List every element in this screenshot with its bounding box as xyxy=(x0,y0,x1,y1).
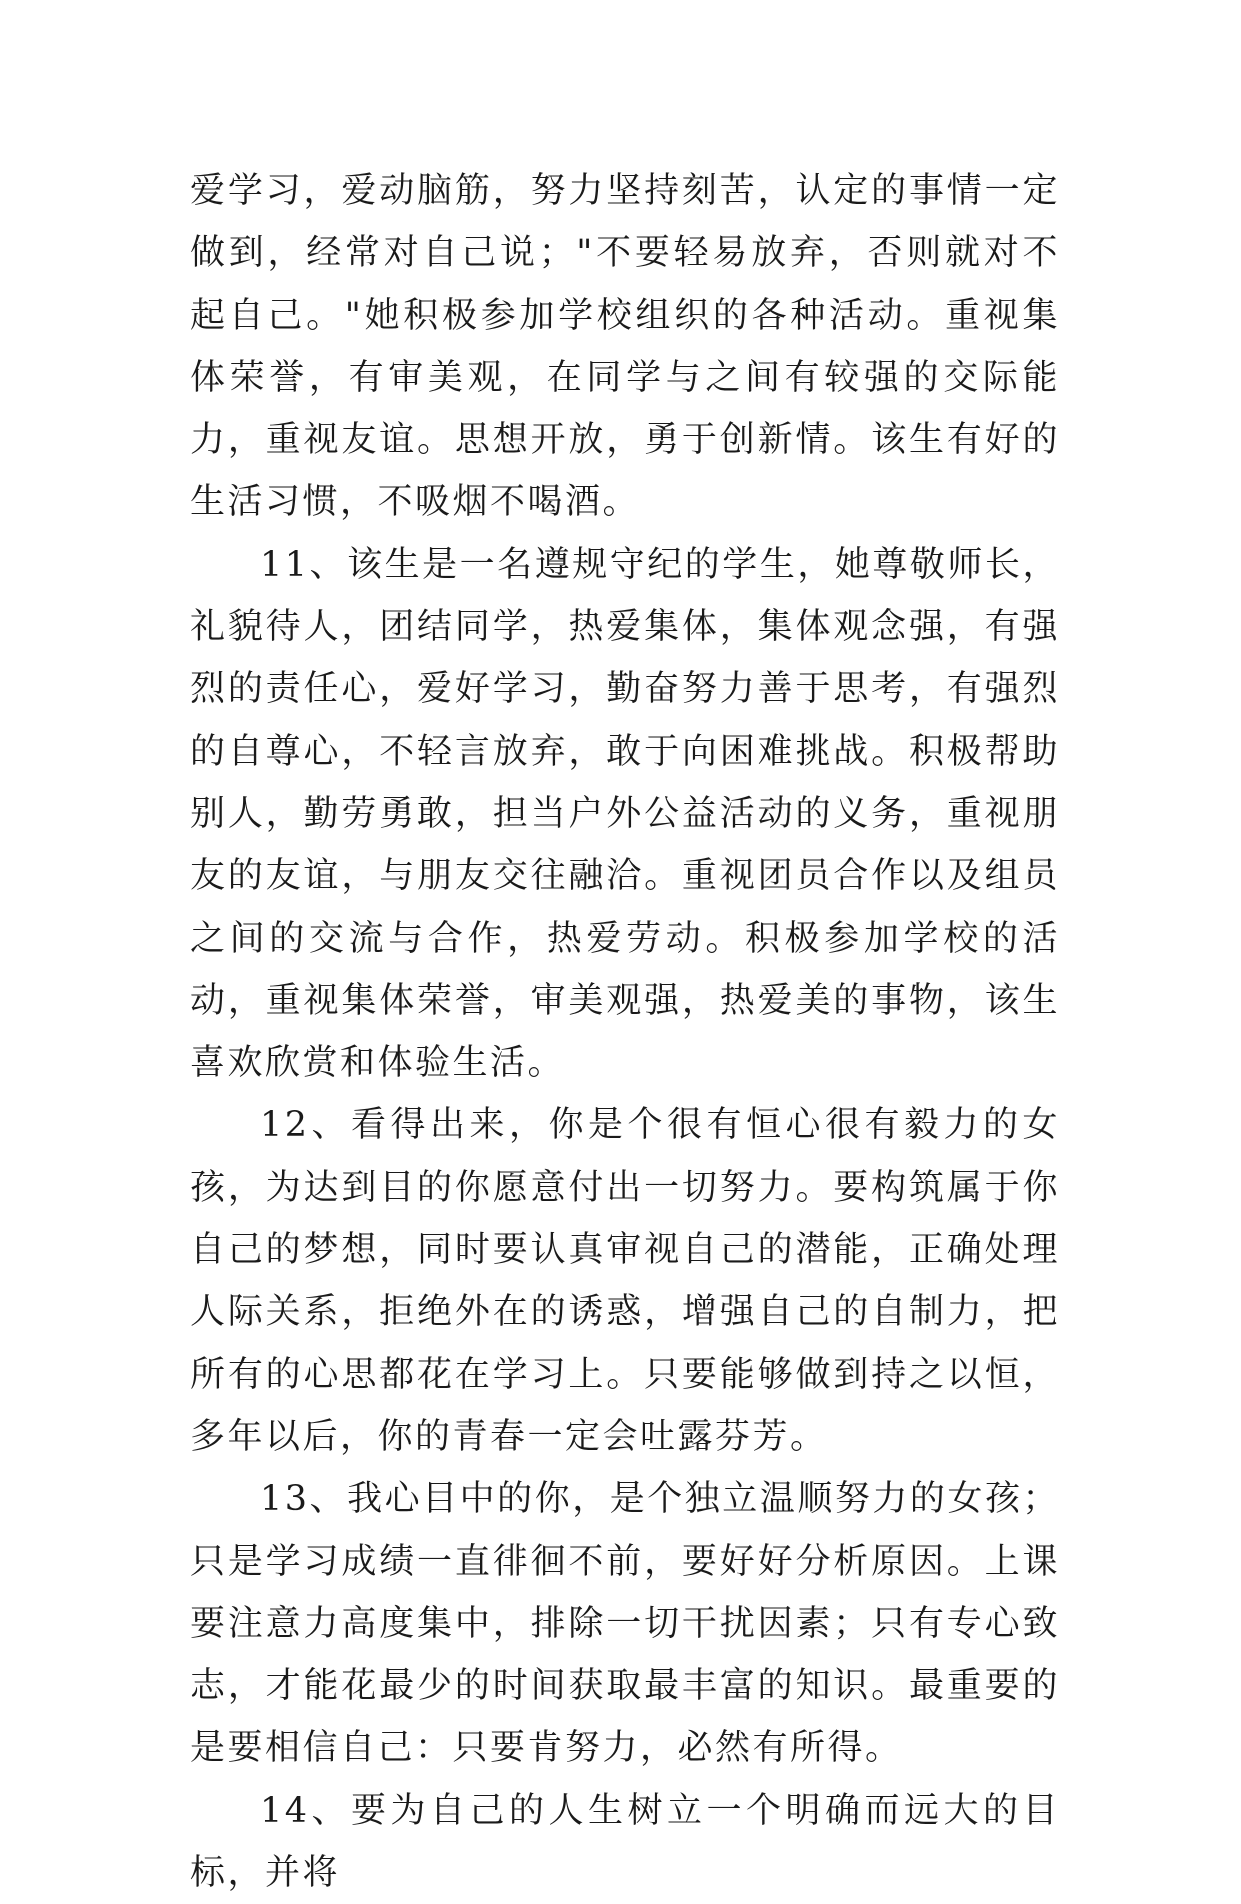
paragraph-14: 14、要为自己的人生树立一个明确而远大的目标，并将 xyxy=(190,1790,1060,1894)
paragraph-continued: 爱学习，爱动脑筋，努力坚持刻苦，认定的事情一定做到，经常对自己说；"不要轻易放弃，否则就对不起自己。"她积极参加学校组织的各种活动。重视集体荣誉，有审美观，在同学与之间有较强的交际能力，重视友谊。思想开放，勇于创新情。该生有好的生活习惯，不吸烟不喝酒。 xyxy=(190,171,1060,523)
paragraph-12: 12、看得出来，你是个很有恒心很有毅力的女孩，为达到目的你愿意付出一切努力。要构筑属于你自己的梦想，同时要认真审视自己的潜能，正确处理人际关系，拒绝外在的诱惑，增强自己的自制力，把所有的心思都花在学习上。只要能够做到持之以恒，多年以后，你的青春一定会吐露芬芳。 xyxy=(190,1105,1060,1457)
paragraph-11: 11、该生是一名遵规守纪的学生，她尊敬师长，礼貌待人，团结同学，热爱集体，集体观念强，有强烈的责任心，爱好学习，勤奋努力善于思考，有强烈的自尊心，不轻言放弃，敢于向困难挑战。积极帮助别人，勤劳勇敢，担当户外公益活动的义务，重视朋友的友谊，与朋友交往融洽。重视团员合作以及组员之间的交流与合作，热爱劳动。积极参加学校的活动，重视集体荣誉，审美观强，热爱美的事物，该生喜欢欣赏和体验生活。 xyxy=(190,544,1060,1084)
document-body xyxy=(190,160,1060,1904)
paragraph-13: 13、我心目中的你，是个独立温顺努力的女孩；只是学习成绩一直徘徊不前，要好好分析原因。上课要注意力高度集中，排除一切干扰因素；只有专心致志，才能花最少的时间获取最丰富的知识。最重要的是要相信自己：只要肯努力，必然有所得。 xyxy=(190,1479,1060,1769)
